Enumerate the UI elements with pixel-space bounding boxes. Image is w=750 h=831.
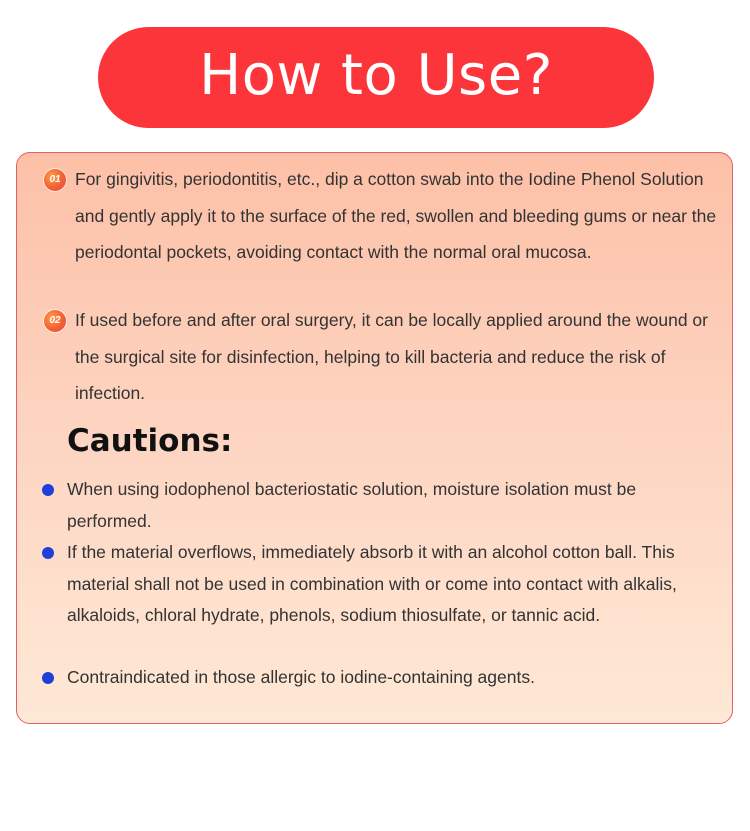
step-text: If used before and after oral surgery, it can be locally applied around the wound or the surgical site for disinfection, helping to kill bacteria and reduce the risk of infection. (75, 310, 708, 403)
instructions-panel (16, 152, 733, 724)
step-text: For gingivitis, periodontitis, etc., dip a cotton swab into the Iodine Phenol Solution and gently apply it to the surface of the red, swollen and bleeding gums or near the periodontal pockets, avoiding contact with the normal oral mucosa. (75, 169, 717, 262)
step-number-badge (44, 169, 66, 191)
step-number: 02 (49, 315, 61, 326)
caution-text: If the material overflows, immediately absorb it with an alcohol cotton ball. This material shall not be used in combination with or come into contact with alkalis, alkaloids, chloral hydrate, phenols, sodium thiosulfate, or tannic acid. (67, 542, 677, 625)
bullet-dot-icon (42, 547, 54, 559)
page-title: How to Use? (199, 42, 553, 108)
bullet-dot-icon (42, 672, 54, 684)
cautions-heading: Cautions: (67, 423, 233, 459)
caution-text: Contraindicated in those allergic to iodine-containing agents. (67, 667, 535, 687)
step-number-badge (44, 310, 66, 332)
step-number: 01 (49, 174, 61, 185)
bullet-dot-icon (42, 484, 54, 496)
caution-text: When using iodophenol bacteriostatic solution, moisture isolation must be performed. (67, 479, 637, 531)
title-banner (98, 27, 654, 128)
